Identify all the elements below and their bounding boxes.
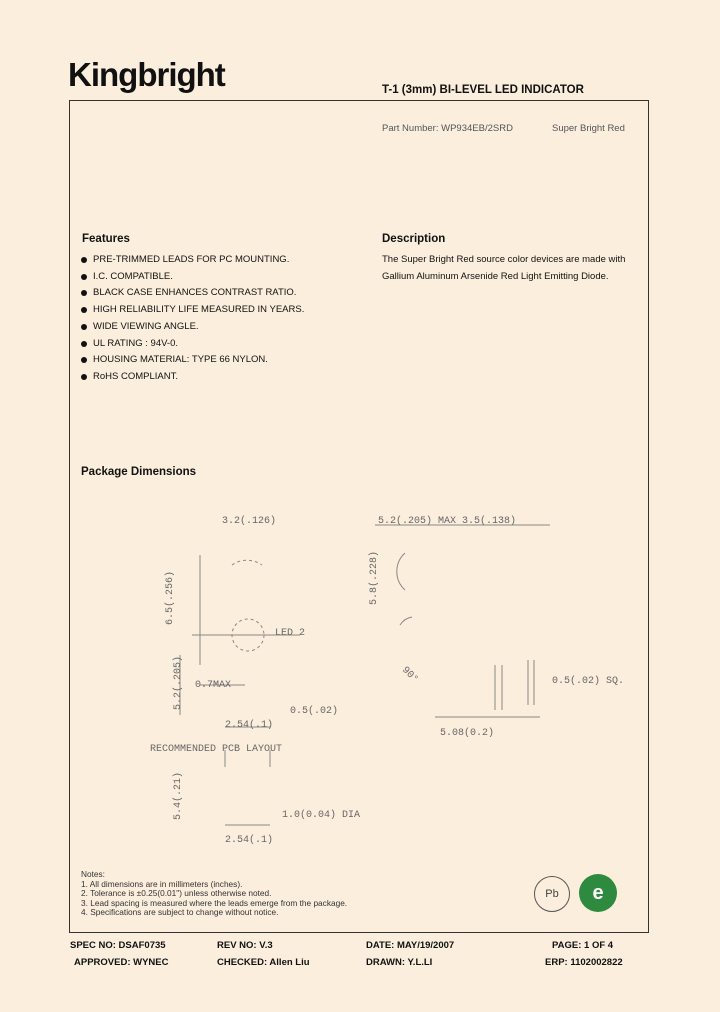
dim-angle: 90° xyxy=(399,665,420,686)
lead-free-label: Pb xyxy=(545,888,559,900)
feature-item: HIGH RELIABILITY LIFE MEASURED IN YEARS. xyxy=(81,302,304,319)
dim-lead-length-right: 5.08(0.2) xyxy=(440,728,495,739)
footer-rev-no: REV NO: V.3 xyxy=(217,940,273,951)
bullet-icon xyxy=(81,257,87,263)
dim-height: 6.5(.256) xyxy=(165,570,176,625)
dim-top-width: 3.2(.126) xyxy=(222,516,277,527)
features-list xyxy=(81,252,304,386)
lead-free-icon xyxy=(534,876,570,912)
dim-spacer: 0.7MAX xyxy=(195,680,232,691)
note-item: 2. Tolerance is ±0.25(0.01") unless otherwise noted. xyxy=(81,888,272,899)
dim-right-top: 5.2(.205) MAX 3.5(.138) xyxy=(378,516,517,527)
feature-item: UL RATING : 94V-0. xyxy=(81,336,304,353)
notes xyxy=(81,870,347,918)
feature-item: I.C. COMPATIBLE. xyxy=(81,269,304,286)
feature-item: RoHS COMPLIANT. xyxy=(81,369,304,386)
footer-page: PAGE: 1 OF 4 xyxy=(552,940,614,951)
rohs-e-icon xyxy=(579,874,617,912)
dim-lead-dia: 0.5(.02) xyxy=(290,706,339,717)
recommended-pcb-label: RECOMMENDED PCB LAYOUT xyxy=(150,744,283,755)
bullet-icon xyxy=(81,341,87,347)
bullet-icon xyxy=(81,307,87,313)
dim-lead-len: 5.2(.205) xyxy=(173,655,184,710)
footer-erp: ERP: 1102002822 xyxy=(545,957,623,968)
part-number: Part Number: WP934EB/2SRD xyxy=(382,123,513,134)
dim-lead-sq: 0.5(.02) SQ. xyxy=(552,676,625,687)
package-drawing xyxy=(150,505,625,846)
part-color: Super Bright Red xyxy=(552,123,625,134)
bullet-icon xyxy=(81,374,87,380)
note-item: 3. Lead spacing is measured where the leads emerge from the package. xyxy=(81,897,348,908)
footer-drawn: DRAWN: Y.L.LI xyxy=(366,957,433,968)
dim-pcb-depth: 5.4(.21) xyxy=(173,771,184,820)
rohs-e-label: e xyxy=(592,881,604,904)
feature-item: WIDE VIEWING ANGLE. xyxy=(81,319,304,336)
description-text: The Super Bright Red source color devices are made with Gallium Aluminum Arsenide Red Light Emitting Diode. xyxy=(382,254,626,282)
feature-item: HOUSING MATERIAL: TYPE 66 NYLON. xyxy=(81,352,304,369)
bullet-icon xyxy=(81,274,87,280)
footer-spec-no: SPEC NO: DSAF0735 xyxy=(70,940,166,951)
bullet-icon xyxy=(81,290,87,296)
feature-item: BLACK CASE ENHANCES CONTRAST RATIO. xyxy=(81,285,304,302)
document-title: T-1 (3mm) BI-LEVEL LED INDICATOR xyxy=(382,84,584,96)
package-heading: Package Dimensions xyxy=(81,466,197,478)
dim-pcb-pitch: 2.54(.1) xyxy=(225,835,274,846)
footer-date: DATE: MAY/19/2007 xyxy=(366,940,455,951)
note-item: 4. Specifications are subject to change without notice. xyxy=(81,907,279,918)
bullet-icon xyxy=(81,357,87,363)
dim-pitch: 2.54(.1) xyxy=(225,720,274,731)
feature-item: PRE-TRIMMED LEADS FOR PC MOUNTING. xyxy=(81,252,304,269)
note-item: 1. All dimensions are in millimeters (inches). xyxy=(81,878,243,889)
dim-hole: 1.0(0.04) DIA xyxy=(282,810,361,821)
footer-approved: APPROVED: WYNEC xyxy=(74,957,169,968)
brand-logo: Kingbright xyxy=(68,56,225,93)
bullet-icon xyxy=(81,324,87,330)
dim-right-side: 5.8(.228) xyxy=(369,550,380,605)
description-heading: Description xyxy=(382,233,446,245)
footer-checked: CHECKED: Allen Liu xyxy=(217,957,310,968)
features-heading: Features xyxy=(82,233,130,245)
notes-heading: Notes: xyxy=(81,869,105,879)
led-tag: LED 2 xyxy=(275,628,306,639)
